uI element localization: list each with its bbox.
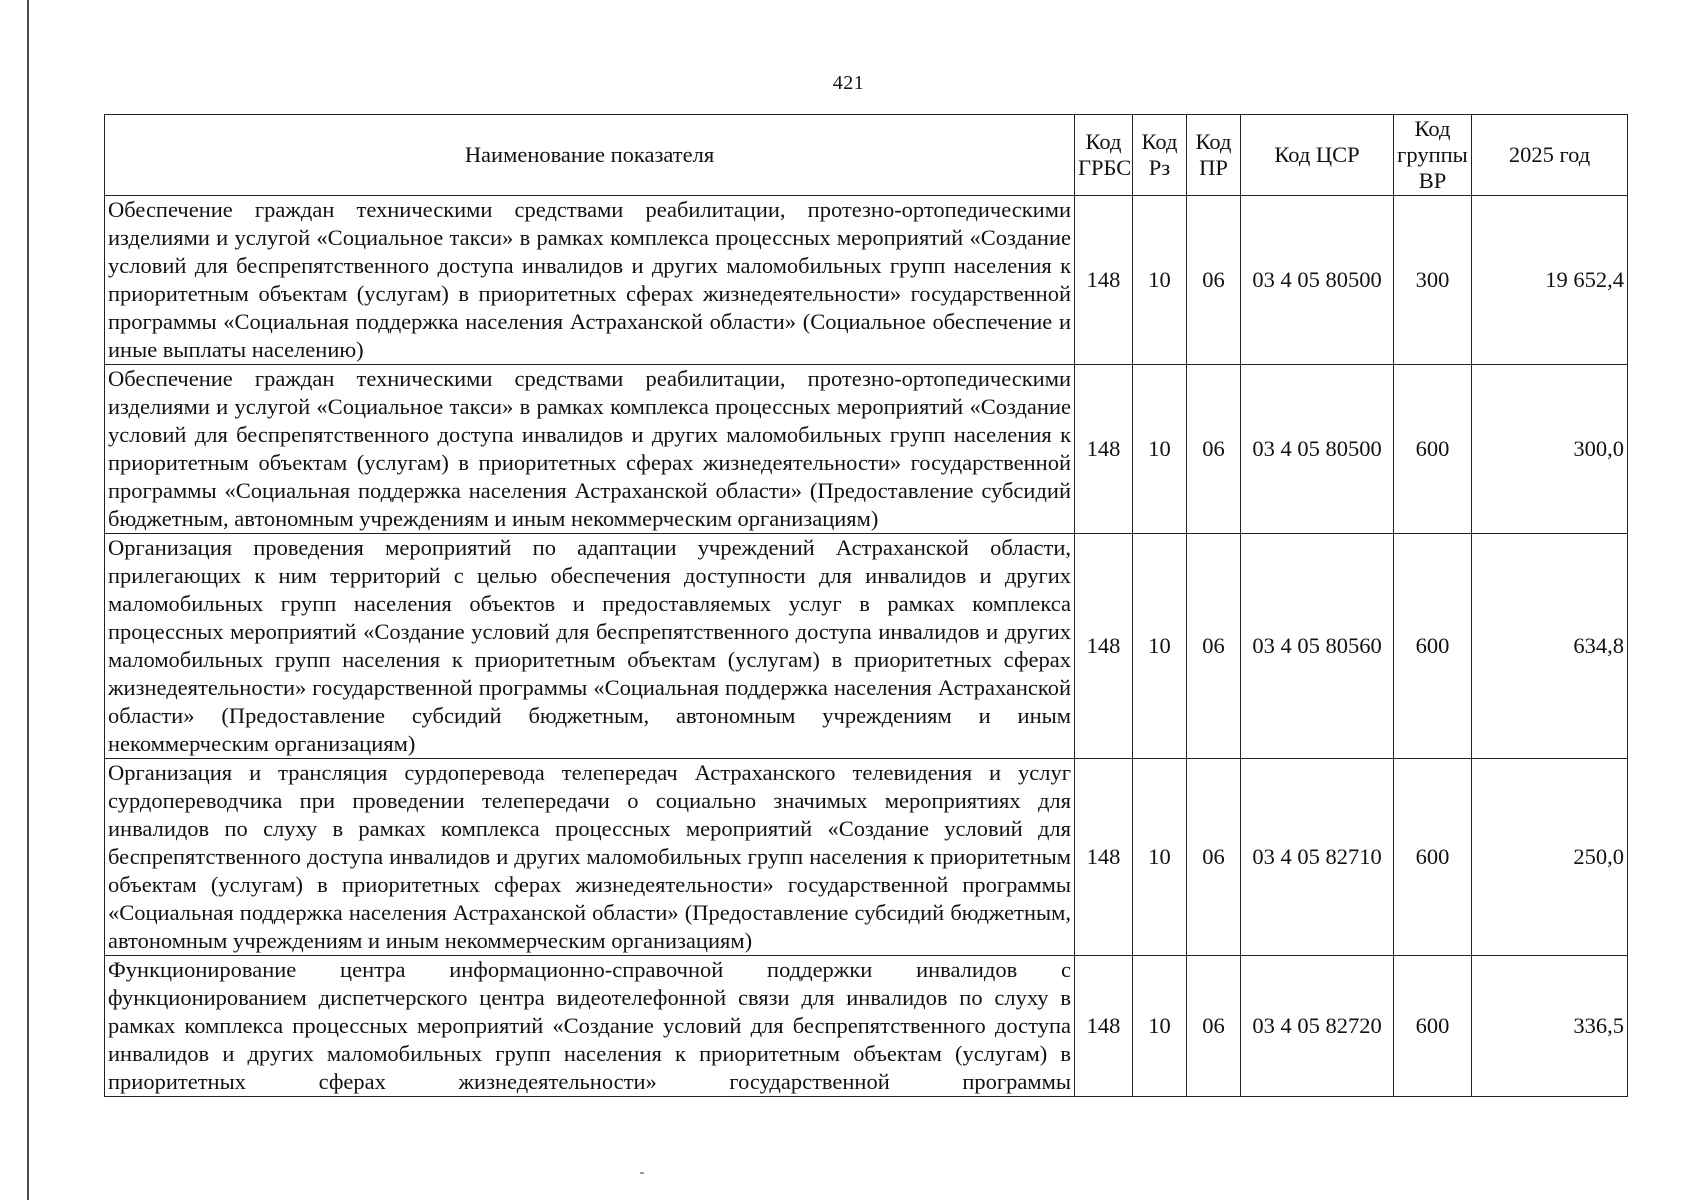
- row-amount: 634,8: [1472, 534, 1628, 759]
- table-header-row: [105, 115, 1628, 196]
- row-rz: 10: [1133, 956, 1187, 1097]
- scan-speck: [640, 1172, 644, 1174]
- row-grbs: 148: [1075, 196, 1133, 365]
- row-vr: 300: [1394, 196, 1472, 365]
- row-rz: 10: [1133, 759, 1187, 956]
- row-rz: 10: [1133, 196, 1187, 365]
- row-pr: 06: [1187, 365, 1241, 534]
- row-pr: 06: [1187, 956, 1241, 1097]
- header-rz: Код Рз: [1133, 115, 1187, 196]
- table-row: [105, 956, 1628, 1097]
- header-year: 2025 год: [1472, 115, 1628, 196]
- table-row: [105, 196, 1628, 365]
- row-amount: 19 652,4: [1472, 196, 1628, 365]
- page-binding-edge: [27, 0, 29, 1200]
- header-grbs: Код ГРБС: [1075, 115, 1133, 196]
- row-pr: 06: [1187, 196, 1241, 365]
- row-rz: 10: [1133, 365, 1187, 534]
- row-amount: 250,0: [1472, 759, 1628, 956]
- row-name: Обеспечение граждан техническими средствами реабилитации, протезно-ортопедическими изделиями и услугой «Социальное такси» в рамках комплекса процессных мероприятий «Создание условий для беспрепятственного доступа инвалидов и других маломобильных групп населения к приоритетным объектам (услугам) в приоритетных сферах жизнедеятельности» государственной программы «Социальная поддержка населения Астраханской области» (Социальное обеспечение и иные выплаты населению): [105, 196, 1075, 365]
- header-vr: Код группы ВР: [1394, 115, 1472, 196]
- row-amount: 300,0: [1472, 365, 1628, 534]
- row-grbs: 148: [1075, 956, 1133, 1097]
- row-rz: 10: [1133, 534, 1187, 759]
- row-csr: 03 4 05 80500: [1241, 365, 1394, 534]
- row-csr: 03 4 05 80500: [1241, 196, 1394, 365]
- header-pr: Код ПР: [1187, 115, 1241, 196]
- table-row: [105, 365, 1628, 534]
- row-name: Обеспечение граждан техническими средствами реабилитации, протезно-ортопедическими изделиями и услугой «Социальное такси» в рамках комплекса процессных мероприятий «Создание условий для беспрепятственного доступа инвалидов и других маломобильных групп населения к приоритетным объектам (услугам) в приоритетных сферах жизнедеятельности» государственной программы «Социальная поддержка населения Астраханской области» (Предоставление субсидий бюджетным, автономным учреждениям и иным некоммерческим организациям): [105, 365, 1075, 534]
- table-row: [105, 759, 1628, 956]
- row-csr: 03 4 05 82720: [1241, 956, 1394, 1097]
- row-grbs: 148: [1075, 534, 1133, 759]
- row-name: Организация и трансляция сурдоперевода телепередач Астраханского телевидения и услуг сурдопереводчика при проведении телепередачи о социально значимых мероприятиях для инвалидов по слуху в рамках комплекса процессных мероприятий «Создание условий для беспрепятственного доступа инвалидов и других маломобильных групп населения к приоритетным объектам (услугам) в приоритетных сферах жизнедеятельности» государственной программы «Социальная поддержка населения Астраханской области» (Предоставление субсидий бюджетным, автономным учреждениям и иным некоммерческим организациям): [105, 759, 1075, 956]
- budget-table: [104, 114, 1628, 1097]
- row-grbs: 148: [1075, 759, 1133, 956]
- row-vr: 600: [1394, 956, 1472, 1097]
- row-grbs: 148: [1075, 365, 1133, 534]
- row-name: Организация проведения мероприятий по адаптации учреждений Астраханской области, прилегающих к ним территорий с целью обеспечения доступности для инвалидов и других маломобильных групп населения объектов и предоставляемых услуг в рамках комплекса процессных мероприятий «Создание условий для беспрепятственного доступа инвалидов и других маломобильных групп населения к приоритетным объектам (услугам) в приоритетных сферах жизнедеятельности» государственной программы «Социальная поддержка населения Астраханской области» (Предоставление субсидий бюджетным, автономным учреждениям и иным некоммерческим организациям): [105, 534, 1075, 759]
- row-pr: 06: [1187, 759, 1241, 956]
- row-pr: 06: [1187, 534, 1241, 759]
- row-csr: 03 4 05 82710: [1241, 759, 1394, 956]
- row-vr: 600: [1394, 534, 1472, 759]
- header-csr: Код ЦСР: [1241, 115, 1394, 196]
- row-vr: 600: [1394, 365, 1472, 534]
- row-amount: 336,5: [1472, 956, 1628, 1097]
- row-vr: 600: [1394, 759, 1472, 956]
- table-row: [105, 534, 1628, 759]
- page-number: 421: [832, 72, 865, 94]
- row-csr: 03 4 05 80560: [1241, 534, 1394, 759]
- row-name: Функционирование центра информационно-справочной поддержки инвалидов с функционированием диспетчерского центра видеотелефонной связи для инвалидов по слуху в рамках комплекса процессных мероприятий «Создание условий для беспрепятственного доступа инвалидов и других маломобильных групп населения к приоритетным объектам (услугам) в приоритетных сферах жизнедеятельности» государственной программы: [105, 956, 1075, 1097]
- header-name: Наименование показателя: [105, 115, 1075, 196]
